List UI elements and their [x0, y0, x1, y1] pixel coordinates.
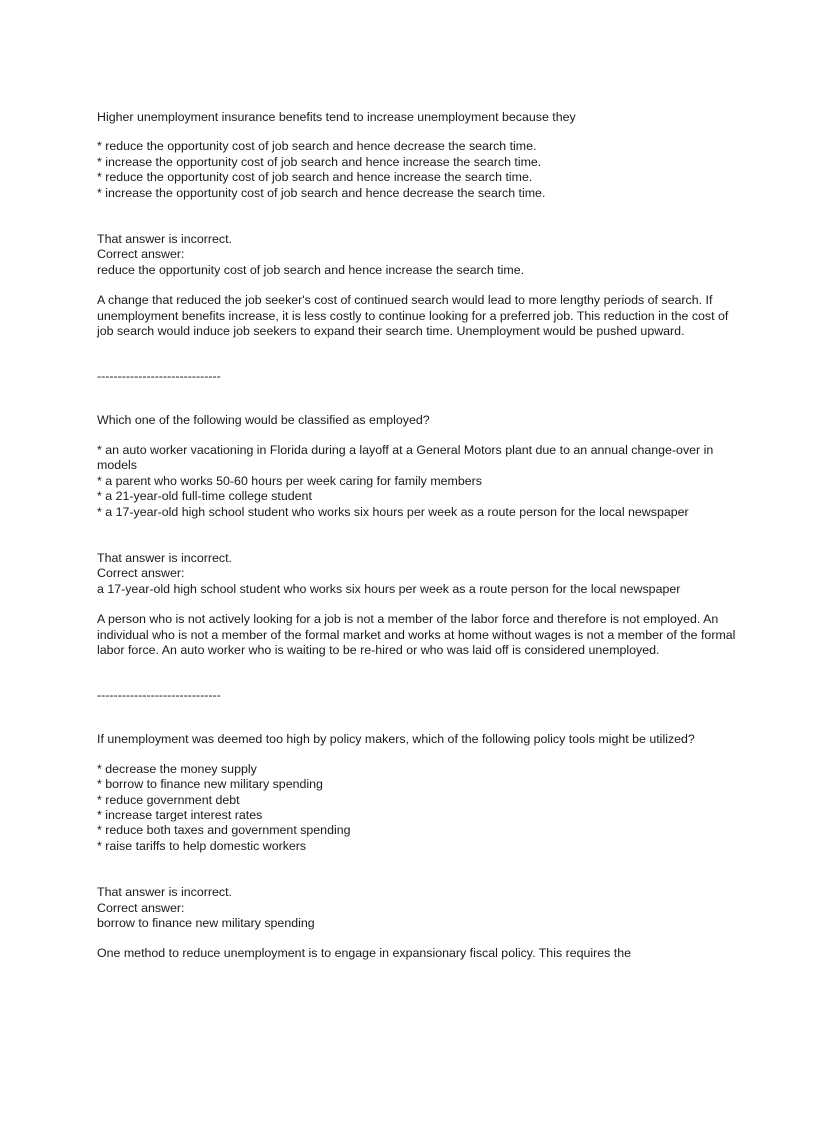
- option-item: * increase the opportunity cost of job search and hence decrease the search time.: [97, 185, 546, 200]
- options-list: [97, 762, 737, 854]
- question-text: Which one of the following would be classified as employed?: [97, 413, 430, 428]
- options-list: [97, 139, 737, 201]
- question-block: [97, 110, 737, 339]
- explanation-text: One method to reduce unemployment is to engage in expansionary fiscal policy. This requires the: [97, 946, 632, 961]
- option-item: * increase the opportunity cost of job search and hence increase the search time.: [97, 154, 542, 169]
- option-item: * reduce the opportunity cost of job search and hence decrease the search time.: [97, 139, 537, 154]
- question-text: If unemployment was deemed too high by policy makers, which of the following policy tools might be utilized?: [97, 732, 695, 747]
- option-item: * reduce both taxes and government spending: [97, 823, 351, 838]
- correct-answer-label: Correct answer:: [97, 900, 185, 915]
- correct-answer-label: Correct answer:: [97, 566, 185, 581]
- option-item: * decrease the money supply: [97, 761, 257, 776]
- separator: ------------------------------: [97, 369, 221, 384]
- explanation-text: A person who is not actively looking for a job is not a member of the labor force and therefore is not employed. An individual who is not a member of the formal market and works at home without wages is not a member of the formal labor force. An auto worker who is waiting to be re-hired or who was laid off is considered unemployed.: [97, 612, 736, 657]
- result-text: That answer is incorrect.: [97, 232, 232, 247]
- document-page: [97, 110, 737, 962]
- option-item: * borrow to finance new military spending: [97, 777, 323, 792]
- option-item: * a parent who works 50-60 hours per week caring for family members: [97, 473, 482, 488]
- option-item: * reduce the opportunity cost of job search and hence increase the search time.: [97, 170, 533, 185]
- result-text: That answer is incorrect.: [97, 885, 232, 900]
- options-list: [97, 443, 737, 520]
- separator: ------------------------------: [97, 688, 221, 703]
- option-item: * an auto worker vacationing in Florida during a layoff at a General Motors plant due to an annual change-over in models: [97, 442, 714, 473]
- correct-answer-label: Correct answer:: [97, 247, 185, 262]
- correct-answer-text: reduce the opportunity cost of job search and hence increase the search time.: [97, 262, 525, 277]
- result-text: That answer is incorrect.: [97, 550, 232, 565]
- question-block: [97, 413, 737, 658]
- question-block: [97, 732, 737, 961]
- correct-answer-text: a 17-year-old high school student who works six hours per week as a route person for the local newspaper: [97, 581, 681, 596]
- option-item: * reduce government debt: [97, 792, 240, 807]
- option-item: * a 21-year-old full-time college student: [97, 489, 312, 504]
- explanation-text: A change that reduced the job seeker's cost of continued search would lead to more lengthy periods of search. If unemployment benefits increase, it is less costly to continue looking for a preferred job. This reduction in the cost of job search would induce job seekers to expand their search time. Unemployment would be pushed upward.: [97, 293, 729, 339]
- correct-answer-text: borrow to finance new military spending: [97, 916, 315, 930]
- option-item: * raise tariffs to help domestic workers: [97, 838, 307, 853]
- option-item: * increase target interest rates: [97, 807, 263, 822]
- option-item: * a 17-year-old high school student who works six hours per week as a route person for the local newspaper: [97, 504, 689, 519]
- question-text: Higher unemployment insurance benefits tend to increase unemployment because they: [97, 110, 576, 124]
